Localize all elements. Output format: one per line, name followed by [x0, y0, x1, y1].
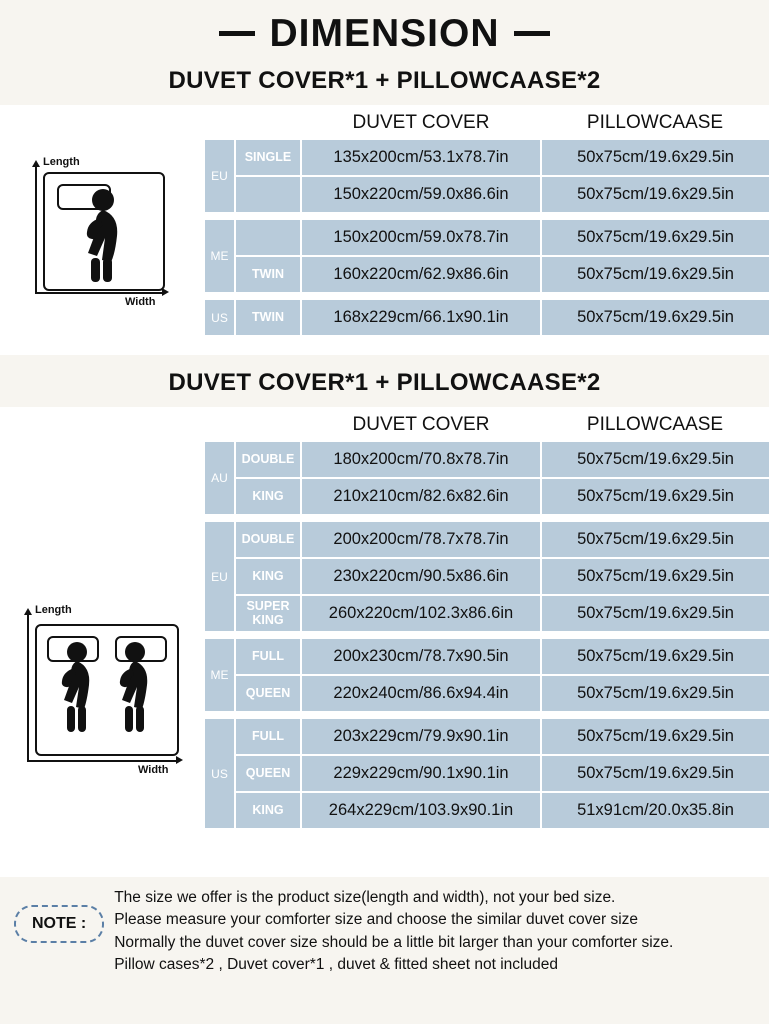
size-cell: SINGLE [235, 140, 301, 176]
table-row [205, 755, 769, 792]
size-cell: SUPER KING [235, 595, 301, 632]
table-row [205, 522, 769, 558]
pillow-cell: 50x75cm/19.6x29.5in [541, 300, 769, 336]
page-header [0, 0, 769, 53]
table-row [205, 256, 769, 293]
pillow-cell: 50x75cm/19.6x29.5in [541, 140, 769, 176]
table-row [205, 595, 769, 632]
col-header-duvet: DUVET COVER [352, 413, 490, 435]
table-row [205, 558, 769, 595]
section-1-title: DUVET COVER*1 + PILLOWCAASE*2 [168, 67, 601, 94]
page-title: DIMENSION [269, 12, 500, 55]
pillow-cell: 50x75cm/19.6x29.5in [541, 522, 769, 558]
note-line-2: Please measure your comforter size and choose the similar duvet cover size [114, 911, 639, 929]
pillow-cell: 50x75cm/19.6x29.5in [541, 220, 769, 256]
size-cell: KING [235, 792, 301, 829]
duvet-cell: 260x220cm/102.3x86.6in [301, 595, 541, 632]
size-cell: KING [235, 558, 301, 595]
table-row [205, 675, 769, 712]
bed-illustration-single [0, 105, 205, 355]
width-axis [35, 292, 163, 294]
pillow-cell: 50x75cm/19.6x29.5in [541, 442, 769, 478]
region-cell: ME [205, 220, 235, 293]
col-header-blank-1 [205, 105, 235, 140]
size-cell: QUEEN [235, 755, 301, 792]
size-table-2 [205, 407, 769, 830]
table-row [205, 220, 769, 256]
pillow-cell: 50x75cm/19.6x29.5in [541, 176, 769, 213]
size-cell: FULL [235, 639, 301, 675]
region-cell: AU [205, 442, 235, 515]
duvet-cell: 229x229cm/90.1x90.1in [301, 755, 541, 792]
table-spacer-row [205, 515, 769, 522]
size-cell [235, 220, 301, 256]
pillow-cell: 50x75cm/19.6x29.5in [541, 558, 769, 595]
size-cell: QUEEN [235, 675, 301, 712]
note-line-3: Normally the duvet cover size should be a little bit larger than your comforter size. [114, 933, 674, 951]
note-line-1: The size we offer is the product size(length and width), not your bed size. [114, 889, 616, 906]
duvet-cell: 264x229cm/103.9x90.1in [301, 792, 541, 829]
length-axis [35, 167, 37, 292]
pillow-cell: 50x75cm/19.6x29.5in [541, 675, 769, 712]
bed-outline [35, 624, 179, 756]
header-dash-right [514, 31, 550, 36]
region-cell: US [205, 300, 235, 336]
length-axis [27, 615, 29, 760]
table-row [205, 176, 769, 213]
length-arrow-head [24, 608, 32, 615]
size-cell: TWIN [235, 256, 301, 293]
col-header-duvet: DUVET COVER [352, 111, 490, 133]
pillow-cell: 50x75cm/19.6x29.5in [541, 719, 769, 755]
table-row [205, 442, 769, 478]
length-label: Length [43, 156, 80, 168]
section-2-title: DUVET COVER*1 + PILLOWCAASE*2 [168, 369, 601, 396]
region-cell: ME [205, 639, 235, 712]
person-figure-icon [45, 174, 163, 289]
duvet-cell: 210x210cm/82.6x82.6in [301, 478, 541, 515]
duvet-cell: 160x220cm/62.9x86.6in [301, 256, 541, 293]
duvet-cell: 180x200cm/70.8x78.7in [301, 442, 541, 478]
section-1 [0, 105, 769, 355]
col-header-blank-2 [235, 105, 301, 140]
length-label: Length [35, 604, 72, 616]
bed-outline [43, 172, 165, 291]
table-spacer-row [205, 712, 769, 719]
size-cell: TWIN [235, 300, 301, 336]
table-row [205, 719, 769, 755]
duvet-cell: 168x229cm/66.1x90.1in [301, 300, 541, 336]
duvet-cell: 230x220cm/90.5x86.6in [301, 558, 541, 595]
table-spacer-row [205, 632, 769, 639]
region-cell: US [205, 719, 235, 829]
table-row [205, 140, 769, 176]
size-cell [235, 176, 301, 213]
size-cell: KING [235, 478, 301, 515]
note-section [0, 877, 769, 983]
pillow-cell: 50x75cm/19.6x29.5in [541, 256, 769, 293]
col-header-blank-1 [205, 407, 235, 442]
bed-illustration-double [0, 407, 205, 877]
table-row [205, 478, 769, 515]
pillow-cell: 50x75cm/19.6x29.5in [541, 755, 769, 792]
duvet-cell: 220x240cm/86.6x94.4in [301, 675, 541, 712]
duvet-cell: 200x200cm/78.7x78.7in [301, 522, 541, 558]
two-person-figure-icon [37, 626, 177, 754]
region-cell: EU [205, 140, 235, 213]
width-axis [27, 760, 177, 762]
section-2 [0, 407, 769, 877]
duvet-cell: 150x220cm/59.0x86.6in [301, 176, 541, 213]
duvet-cell: 200x230cm/78.7x90.5in [301, 639, 541, 675]
duvet-cell: 150x200cm/59.0x78.7in [301, 220, 541, 256]
header-dash-left [219, 31, 255, 36]
table-row [205, 639, 769, 675]
duvet-cell: 135x200cm/53.1x78.7in [301, 140, 541, 176]
col-header-pillow: PILLOWCAASE [586, 111, 724, 133]
width-label: Width [125, 296, 156, 308]
size-cell: DOUBLE [235, 442, 301, 478]
col-header-pillow: PILLOWCAASE [586, 413, 724, 435]
col-header-blank-2 [235, 407, 301, 442]
size-cell: FULL [235, 719, 301, 755]
length-arrow-head [32, 160, 40, 167]
duvet-cell: 203x229cm/79.9x90.1in [301, 719, 541, 755]
table-spacer-row [205, 293, 769, 300]
note-text [114, 887, 673, 977]
note-badge: NOTE : [14, 905, 104, 943]
table-spacer-row [205, 213, 769, 220]
pillow-cell: 50x75cm/19.6x29.5in [541, 639, 769, 675]
size-table-1 [205, 105, 769, 337]
pillow-cell: 50x75cm/19.6x29.5in [541, 595, 769, 632]
size-cell: DOUBLE [235, 522, 301, 558]
note-line-4: Pillow cases*2 , Duvet cover*1 , duvet & fitted sheet not included [114, 956, 558, 974]
width-arrow-head [176, 756, 183, 764]
pillow-cell: 50x75cm/19.6x29.5in [541, 478, 769, 515]
table-row [205, 300, 769, 336]
pillow-cell: 51x91cm/20.0x35.8in [541, 792, 769, 829]
region-cell: EU [205, 522, 235, 632]
width-label: Width [138, 764, 169, 776]
table-row [205, 792, 769, 829]
